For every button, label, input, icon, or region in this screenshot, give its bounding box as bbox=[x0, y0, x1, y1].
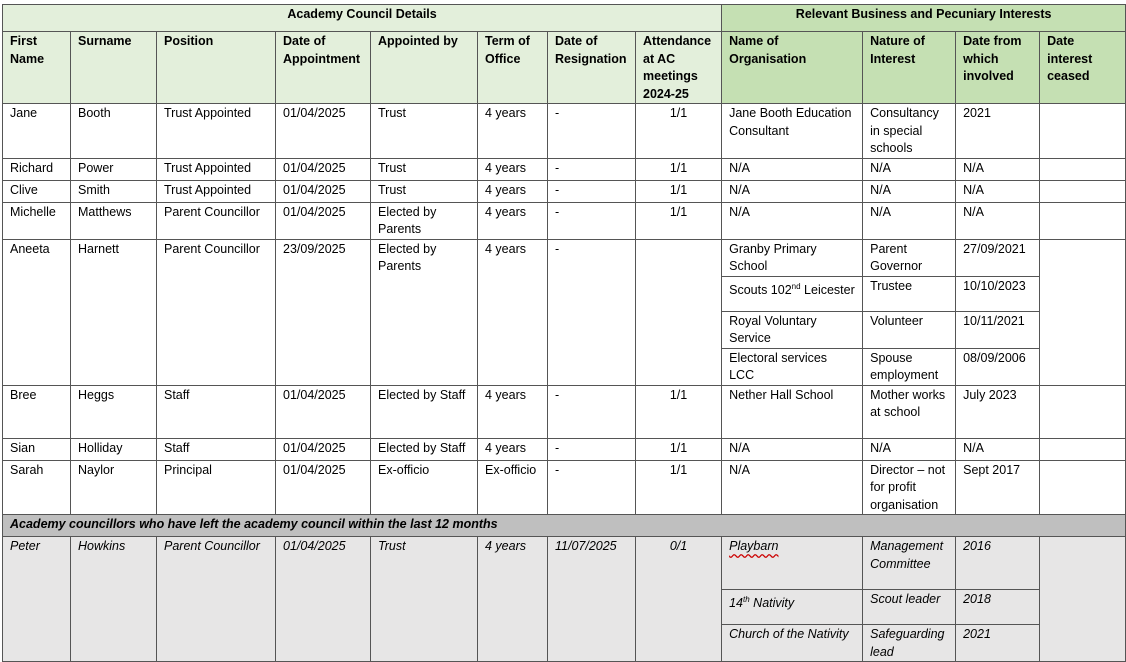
cell-appointed-by: Elected by Staff bbox=[371, 438, 478, 460]
col-header-attendance: Attendance at AC meetings 2024-25 bbox=[636, 32, 722, 104]
org-playbarn: Playbarn bbox=[729, 539, 779, 553]
cell-first: Sian bbox=[3, 438, 71, 460]
cell-resignation: - bbox=[548, 158, 636, 180]
cell-ceased bbox=[1040, 537, 1126, 662]
cell-from: 2021 bbox=[956, 625, 1040, 662]
cell-first: Sarah bbox=[3, 460, 71, 515]
cell-attendance: 1/1 bbox=[636, 385, 722, 438]
cell-org: Nether Hall School bbox=[722, 385, 863, 438]
table-row bbox=[3, 104, 1126, 159]
cell-first: Michelle bbox=[3, 202, 71, 239]
cell-appointed-by: Trust bbox=[371, 104, 478, 159]
cell-from: July 2023 bbox=[956, 385, 1040, 438]
col-header-organisation: Name of Organisation bbox=[722, 32, 863, 104]
cell-from: N/A bbox=[956, 438, 1040, 460]
cell-nature: Safeguarding lead bbox=[863, 625, 956, 662]
cell-nature: N/A bbox=[863, 158, 956, 180]
cell-term: 4 years bbox=[478, 158, 548, 180]
cell-from: Sept 2017 bbox=[956, 460, 1040, 515]
col-header-term: Term of Office bbox=[478, 32, 548, 104]
cell-from: N/A bbox=[956, 202, 1040, 239]
cell-resignation: - bbox=[548, 104, 636, 159]
cell-surname: Power bbox=[71, 158, 157, 180]
cell-nature: N/A bbox=[863, 180, 956, 202]
cell-term: 4 years bbox=[478, 202, 548, 239]
col-header-nature: Nature of Interest bbox=[863, 32, 956, 104]
table-row bbox=[3, 385, 1126, 438]
cell-term: 4 years bbox=[478, 180, 548, 202]
cell-attendance: 1/1 bbox=[636, 202, 722, 239]
cell-nature: Mother works at school bbox=[863, 385, 956, 438]
cell-appointed-by: Trust bbox=[371, 158, 478, 180]
cell-position: Parent Councillor bbox=[157, 537, 276, 662]
cell-date-appt: 01/04/2025 bbox=[276, 104, 371, 159]
group-header-interests: Relevant Business and Pecuniary Interests bbox=[722, 5, 1126, 32]
cell-appointed-by: Elected by Parents bbox=[371, 202, 478, 239]
cell-first: Jane bbox=[3, 104, 71, 159]
col-header-date-appointment: Date of Appointment bbox=[276, 32, 371, 104]
cell-date-appt: 23/09/2025 bbox=[276, 239, 371, 385]
cell-first: Aneeta bbox=[3, 239, 71, 385]
cell-nature: Consultancy in special schools bbox=[863, 104, 956, 159]
cell-ceased bbox=[1040, 239, 1126, 385]
col-header-date-ceased: Date interest ceased bbox=[1040, 32, 1126, 104]
cell-org: Electoral services LCC bbox=[722, 348, 863, 385]
cell-first: Bree bbox=[3, 385, 71, 438]
col-header-surname: Surname bbox=[71, 32, 157, 104]
cell-term: 4 years bbox=[478, 537, 548, 662]
cell-org bbox=[722, 537, 863, 590]
table-row bbox=[3, 438, 1126, 460]
cell-attendance: 1/1 bbox=[636, 104, 722, 159]
cell-org: 14th Nativity bbox=[722, 590, 863, 625]
cell-from: 27/09/2021 bbox=[956, 239, 1040, 276]
col-header-appointed-by: Appointed by bbox=[371, 32, 478, 104]
table-row bbox=[3, 239, 1126, 276]
cell-surname: Holliday bbox=[71, 438, 157, 460]
cell-date-appt: 01/04/2025 bbox=[276, 537, 371, 662]
cell-surname: Matthews bbox=[71, 202, 157, 239]
cell-from: 2021 bbox=[956, 104, 1040, 159]
cell-date-appt: 01/04/2025 bbox=[276, 180, 371, 202]
cell-date-appt: 01/04/2025 bbox=[276, 158, 371, 180]
academy-council-table bbox=[2, 4, 1126, 662]
cell-term: 4 years bbox=[478, 438, 548, 460]
cell-org: Jane Booth Education Consultant bbox=[722, 104, 863, 159]
cell-position: Parent Councillor bbox=[157, 239, 276, 385]
cell-ceased bbox=[1040, 460, 1126, 515]
cell-position: Trust Appointed bbox=[157, 158, 276, 180]
cell-term: 4 years bbox=[478, 385, 548, 438]
cell-resignation: - bbox=[548, 460, 636, 515]
cell-resignation: - bbox=[548, 180, 636, 202]
cell-attendance bbox=[636, 239, 722, 385]
cell-surname: Heggs bbox=[71, 385, 157, 438]
cell-org: N/A bbox=[722, 180, 863, 202]
col-header-first-name: First Name bbox=[3, 32, 71, 104]
cell-nature: Spouse employment bbox=[863, 348, 956, 385]
cell-resignation: - bbox=[548, 239, 636, 385]
cell-org: N/A bbox=[722, 202, 863, 239]
col-header-position: Position bbox=[157, 32, 276, 104]
cell-appointed-by: Elected by Parents bbox=[371, 239, 478, 385]
cell-ceased bbox=[1040, 385, 1126, 438]
cell-nature: Volunteer bbox=[863, 311, 956, 348]
cell-nature: Trustee bbox=[863, 276, 956, 311]
cell-ceased bbox=[1040, 158, 1126, 180]
cell-org: Granby Primary School bbox=[722, 239, 863, 276]
cell-from: 10/10/2023 bbox=[956, 276, 1040, 311]
cell-resignation: - bbox=[548, 202, 636, 239]
cell-surname: Smith bbox=[71, 180, 157, 202]
cell-first: Clive bbox=[3, 180, 71, 202]
cell-nature: Scout leader bbox=[863, 590, 956, 625]
table-row bbox=[3, 158, 1126, 180]
cell-surname: Naylor bbox=[71, 460, 157, 515]
cell-attendance: 1/1 bbox=[636, 158, 722, 180]
table-row bbox=[3, 180, 1126, 202]
cell-nature: Management Committee bbox=[863, 537, 956, 590]
cell-surname: Howkins bbox=[71, 537, 157, 662]
cell-date-appt: 01/04/2025 bbox=[276, 438, 371, 460]
cell-org: N/A bbox=[722, 460, 863, 515]
cell-ceased bbox=[1040, 202, 1126, 239]
cell-attendance: 1/1 bbox=[636, 460, 722, 515]
cell-appointed-by: Elected by Staff bbox=[371, 385, 478, 438]
cell-surname: Booth bbox=[71, 104, 157, 159]
cell-term: Ex-officio bbox=[478, 460, 548, 515]
cell-date-appt: 01/04/2025 bbox=[276, 202, 371, 239]
cell-nature: N/A bbox=[863, 202, 956, 239]
cell-position: Staff bbox=[157, 385, 276, 438]
col-header-date-from: Date from which involved bbox=[956, 32, 1040, 104]
cell-attendance: 1/1 bbox=[636, 180, 722, 202]
cell-position: Staff bbox=[157, 438, 276, 460]
cell-appointed-by: Trust bbox=[371, 180, 478, 202]
cell-org: Church of the Nativity bbox=[722, 625, 863, 662]
cell-ceased bbox=[1040, 104, 1126, 159]
cell-position: Trust Appointed bbox=[157, 180, 276, 202]
cell-nature: Director – not for profit organisation bbox=[863, 460, 956, 515]
table-row bbox=[3, 537, 1126, 590]
cell-from: 2016 bbox=[956, 537, 1040, 590]
table-row bbox=[3, 460, 1126, 515]
cell-position: Parent Councillor bbox=[157, 202, 276, 239]
group-header-council: Academy Council Details bbox=[3, 5, 722, 32]
cell-org: N/A bbox=[722, 438, 863, 460]
cell-resignation: - bbox=[548, 385, 636, 438]
cell-surname: Harnett bbox=[71, 239, 157, 385]
cell-date-appt: 01/04/2025 bbox=[276, 385, 371, 438]
cell-org: Royal Voluntary Service bbox=[722, 311, 863, 348]
cell-appointed-by: Ex-officio bbox=[371, 460, 478, 515]
cell-ceased bbox=[1040, 180, 1126, 202]
cell-org: N/A bbox=[722, 158, 863, 180]
table-row bbox=[3, 202, 1126, 239]
cell-position: Trust Appointed bbox=[157, 104, 276, 159]
cell-nature: N/A bbox=[863, 438, 956, 460]
left-councillors-section-title: Academy councillors who have left the academy council within the last 12 months bbox=[3, 515, 1126, 537]
cell-from: N/A bbox=[956, 180, 1040, 202]
col-header-resignation: Date of Resignation bbox=[548, 32, 636, 104]
cell-appointed-by: Trust bbox=[371, 537, 478, 662]
cell-org: Scouts 102nd Leicester bbox=[722, 276, 863, 311]
cell-resignation: - bbox=[548, 438, 636, 460]
cell-attendance: 0/1 bbox=[636, 537, 722, 662]
cell-from: N/A bbox=[956, 158, 1040, 180]
cell-ceased bbox=[1040, 438, 1126, 460]
cell-from: 10/11/2021 bbox=[956, 311, 1040, 348]
cell-position: Principal bbox=[157, 460, 276, 515]
cell-resignation: 11/07/2025 bbox=[548, 537, 636, 662]
cell-first: Richard bbox=[3, 158, 71, 180]
cell-attendance: 1/1 bbox=[636, 438, 722, 460]
cell-term: 4 years bbox=[478, 239, 548, 385]
cell-date-appt: 01/04/2025 bbox=[276, 460, 371, 515]
cell-from: 2018 bbox=[956, 590, 1040, 625]
cell-from: 08/09/2006 bbox=[956, 348, 1040, 385]
cell-nature: Parent Governor bbox=[863, 239, 956, 276]
cell-term: 4 years bbox=[478, 104, 548, 159]
cell-first: Peter bbox=[3, 537, 71, 662]
